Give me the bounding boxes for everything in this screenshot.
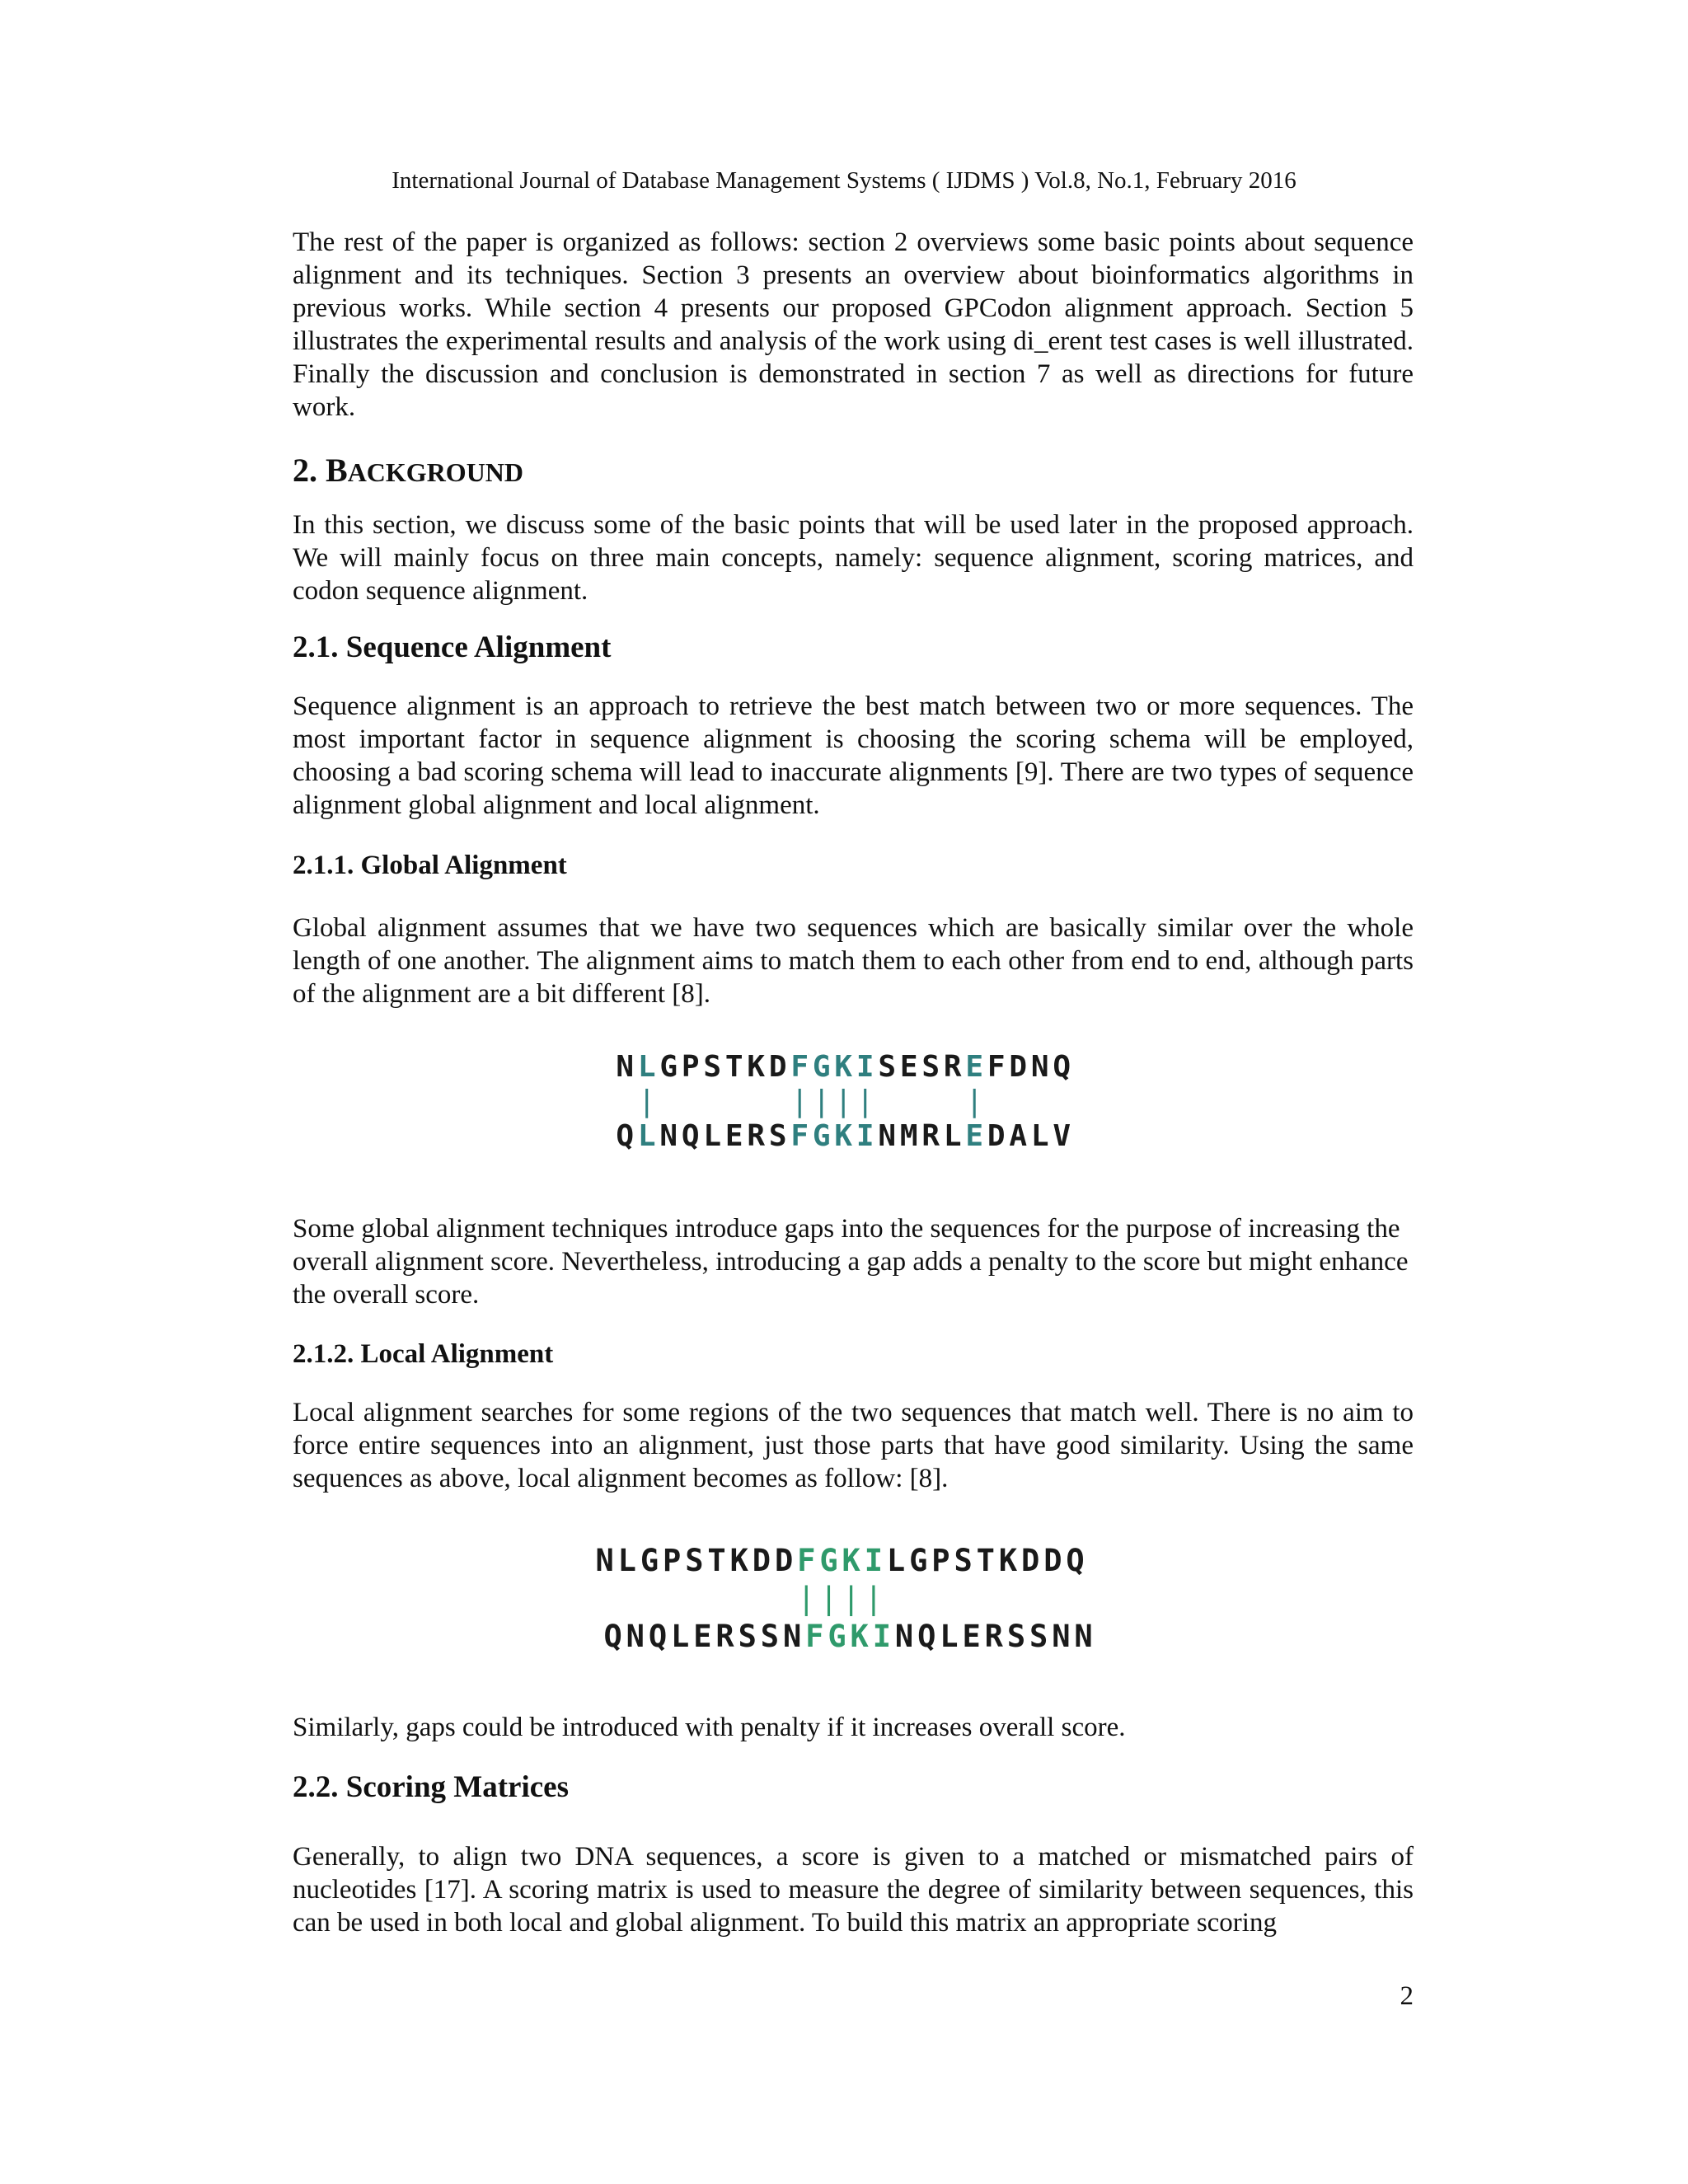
global-top-sequence-residue: S: [703, 1050, 722, 1084]
global-match-bar: [680, 1085, 702, 1118]
local-match-bar: [952, 1581, 974, 1616]
global-match-bar: [942, 1085, 964, 1118]
local-match-bar: [996, 1581, 1019, 1616]
global-match-bar: [724, 1085, 746, 1118]
local-top-sequence-residue: T: [707, 1543, 726, 1578]
local-bottom-sequence-residue: N: [782, 1619, 802, 1654]
section-2-1-paragraph: Sequence alignment is an approach to retrieve the best match between two or more sequences. The most important factor in sequence alignment is choosing the scoring schema will be employed, choosing a bad scoring schema will lead to inaccurate alignments [9]. There are two types of sequence alignment global alignment and local alignment.: [293, 691, 1414, 820]
global-match-bar: [898, 1085, 921, 1118]
global-bottom-sequence-residue: M: [899, 1119, 918, 1153]
local-bottom-sequence-residue: I: [872, 1619, 891, 1654]
local-match-bar: [974, 1581, 996, 1616]
local-bottom-sequence: [602, 1619, 1095, 1654]
local-top-sequence-residue: S: [954, 1543, 973, 1578]
local-top-sequence: [593, 1543, 1086, 1578]
global-top-sequence-residue: N: [616, 1050, 635, 1084]
local-match-bar: [706, 1581, 728, 1616]
global-match-bar: [1051, 1085, 1073, 1118]
local-bottom-sequence-residue: N: [1052, 1619, 1071, 1654]
local-bottom-sequence-residue: S: [738, 1619, 757, 1654]
global-bottom-sequence-residue: F: [790, 1119, 809, 1153]
local-match-bars: [593, 1581, 1086, 1616]
local-match-bar: [750, 1581, 772, 1616]
section-2-1-2-paragraph-after: Similarly, gaps could be introduced with penalty if it increases overall score.: [293, 1713, 1126, 1742]
section-2-paragraph: In this section, we discuss some of the basic points that will be used later in the proposed approach. We will mainly focus on three main concepts, namely: sequence alignment, scoring matrices, and codon sequence alignment.: [293, 510, 1414, 606]
global-top-sequence-residue: E: [899, 1050, 918, 1084]
local-top-sequence-residue: K: [842, 1543, 860, 1578]
local-bottom-sequence-residue: K: [850, 1619, 869, 1654]
local-bottom-sequence-residue: Q: [603, 1619, 622, 1654]
local-top-sequence-residue: S: [685, 1543, 704, 1578]
global-match-bar: [986, 1085, 1008, 1118]
local-match-bar: [884, 1581, 907, 1616]
local-top-sequence-residue: P: [931, 1543, 950, 1578]
global-top-sequence-residue: K: [747, 1050, 766, 1084]
global-bottom-sequence-residue: L: [703, 1119, 722, 1153]
running-head: International Journal of Database Management Systems ( IJDMS ) Vol.8, No.1, February 2016: [392, 167, 1296, 194]
local-bottom-sequence-residue: E: [693, 1619, 712, 1654]
global-top-sequence-residue: D: [768, 1050, 787, 1084]
local-top-sequence-residue: Q: [1066, 1543, 1085, 1578]
local-match-bar: [907, 1581, 930, 1616]
global-match-bar: [658, 1085, 680, 1118]
global-match-bar: [1007, 1085, 1029, 1118]
local-top-sequence-residue: D: [1021, 1543, 1040, 1578]
local-match-bar: [728, 1581, 750, 1616]
local-match-bar: |: [797, 1581, 816, 1616]
global-match-bar: [767, 1085, 790, 1118]
global-bottom-sequence-residue: S: [768, 1119, 787, 1153]
local-match-bar: [638, 1581, 660, 1616]
local-bottom-sequence-residue: L: [671, 1619, 690, 1654]
global-top-sequence-residue: D: [1009, 1050, 1028, 1084]
global-top-sequence-residue: S: [878, 1050, 897, 1084]
global-bottom-sequence-residue: L: [637, 1119, 656, 1153]
global-bottom-sequence-residue: V: [1053, 1119, 1071, 1153]
section-2-number: 2.: [293, 452, 317, 489]
global-match-bar: [1029, 1085, 1052, 1118]
local-match-bar: [683, 1581, 706, 1616]
local-bottom-sequence-residue: F: [805, 1619, 824, 1654]
local-match-bar: |: [864, 1581, 883, 1616]
local-match-bar: [593, 1581, 616, 1616]
local-top-sequence-residue: G: [819, 1543, 838, 1578]
global-top-sequence-residue: G: [812, 1050, 831, 1084]
section-2-heading: [293, 450, 523, 493]
section-2-title-rest: ACKGROUND: [347, 457, 524, 487]
local-top-sequence-residue: D: [774, 1543, 794, 1578]
local-top-sequence-residue: L: [617, 1543, 636, 1578]
section-2-1-heading: 2.1. Sequence Alignment: [293, 630, 612, 664]
local-bottom-sequence-residue: S: [1006, 1619, 1026, 1654]
local-match-bar: [1064, 1581, 1086, 1616]
local-top-sequence-residue: G: [640, 1543, 659, 1578]
local-match-bar: |: [842, 1581, 860, 1616]
local-top-sequence-residue: F: [797, 1543, 816, 1578]
local-bottom-sequence-residue: G: [828, 1619, 846, 1654]
local-bottom-sequence-residue: N: [894, 1619, 914, 1654]
section-2-1-1-paragraph: Global alignment assumes that we have two sequences which are basically similar over the whole length of one another. The alignment aims to match them to each other from end to end, although parts of the alignment are a bit different [8].: [293, 913, 1414, 1009]
global-match-bar: [614, 1085, 636, 1118]
local-bottom-sequence-residue: S: [1029, 1619, 1048, 1654]
global-match-bar: [701, 1085, 724, 1118]
global-top-sequence-residue: G: [659, 1050, 678, 1084]
global-match-bar: |: [965, 1085, 984, 1118]
global-match-bars: [614, 1085, 1073, 1118]
global-match-bar: |: [834, 1085, 853, 1118]
global-match-bar: [745, 1085, 767, 1118]
local-top-sequence-residue: I: [864, 1543, 883, 1578]
intro-paragraph: The rest of the paper is organized as follows: section 2 overviews some basic points about sequence alignment and its techniques. Section 3 presents an overview about bioinformatics algorithms in previous works. While section 4 presents our proposed GPCodon alignment approach. Section 5 illustrates the experimental results and analysis of the work using di_erent test cases is well illustrated. Finally the discussion and conclusion is demonstrated in section 7 as well as directions for future work.: [293, 227, 1414, 422]
local-bottom-sequence-residue: R: [984, 1619, 1003, 1654]
global-match-bar: |: [856, 1085, 874, 1118]
local-top-sequence-residue: K: [998, 1543, 1018, 1578]
global-match-bar: [876, 1085, 898, 1118]
local-match-bar: [661, 1581, 683, 1616]
section-2-title-initial: B: [326, 452, 348, 489]
local-top-sequence-residue: L: [886, 1543, 906, 1578]
global-match-bar: |: [637, 1085, 656, 1118]
global-bottom-sequence-residue: E: [724, 1119, 743, 1153]
global-bottom-sequence-residue: N: [878, 1119, 897, 1153]
global-bottom-sequence-residue: L: [943, 1119, 962, 1153]
global-bottom-sequence-residue: K: [834, 1119, 853, 1153]
global-bottom-sequence-residue: Q: [616, 1119, 635, 1153]
local-bottom-sequence-residue: S: [760, 1619, 780, 1654]
global-bottom-sequence-residue: L: [1030, 1119, 1049, 1153]
section-2-1-1-heading: 2.1.1. Global Alignment: [293, 851, 567, 880]
local-top-sequence-residue: T: [976, 1543, 995, 1578]
global-bottom-sequence-residue: I: [856, 1119, 874, 1153]
local-top-sequence-residue: K: [729, 1543, 748, 1578]
local-bottom-sequence-residue: N: [626, 1619, 645, 1654]
global-match-bar: |: [812, 1085, 831, 1118]
section-2-1-2-heading: 2.1.2. Local Alignment: [293, 1339, 554, 1369]
global-bottom-sequence-residue: R: [747, 1119, 766, 1153]
local-match-bar: [1042, 1581, 1064, 1616]
local-match-bar: [616, 1581, 638, 1616]
local-top-sequence-residue: D: [752, 1543, 771, 1578]
global-top-sequence-residue: S: [921, 1050, 940, 1084]
section-2-2-paragraph: Generally, to align two DNA sequences, a score is given to a matched or mismatched pairs of nucleotides [17]. A scoring matrix is used to measure the degree of similarity between sequences, this can be used in both local and global alignment. To build this matrix an appropriate scoring: [293, 1842, 1414, 1938]
local-match-bar: [1020, 1581, 1042, 1616]
local-bottom-sequence-residue: Q: [917, 1619, 936, 1654]
local-top-sequence-residue: D: [1043, 1543, 1062, 1578]
global-top-sequence-residue: F: [987, 1050, 1006, 1084]
local-top-sequence-residue: P: [663, 1543, 682, 1578]
local-match-bar: [773, 1581, 795, 1616]
global-bottom-sequence-residue: E: [965, 1119, 984, 1153]
global-top-sequence-residue: K: [834, 1050, 853, 1084]
global-bottom-sequence-residue: R: [921, 1119, 940, 1153]
global-bottom-sequence-residue: D: [987, 1119, 1006, 1153]
global-top-sequence-residue: L: [637, 1050, 656, 1084]
local-bottom-sequence-residue: E: [962, 1619, 981, 1654]
section-2-2-heading: 2.2. Scoring Matrices: [293, 1770, 569, 1804]
local-bottom-sequence-residue: N: [1074, 1619, 1093, 1654]
section-2-1-1-paragraph-after: Some global alignment techniques introduce gaps into the sequences for the purpose of increasing the overall alignment score. Nevertheless, introducing a gap adds a penalty to the score but might enhance the overall score.: [293, 1214, 1409, 1310]
global-top-sequence: [614, 1050, 1073, 1084]
local-top-sequence-residue: N: [595, 1543, 614, 1578]
global-top-sequence-residue: T: [724, 1050, 743, 1084]
local-match-bar: [930, 1581, 952, 1616]
local-match-bar: |: [819, 1581, 838, 1616]
local-bottom-sequence-residue: R: [715, 1619, 734, 1654]
global-match-bar: [920, 1085, 942, 1118]
global-top-sequence-residue: E: [965, 1050, 984, 1084]
global-bottom-sequence-residue: N: [659, 1119, 678, 1153]
global-top-sequence-residue: F: [790, 1050, 809, 1084]
global-top-sequence-residue: N: [1030, 1050, 1049, 1084]
local-top-sequence-residue: G: [909, 1543, 928, 1578]
global-bottom-sequence: [614, 1119, 1073, 1153]
section-2-1-2-paragraph: Local alignment searches for some regions of the two sequences that match well. There is no aim to force entire sequences into an alignment, just those parts that have good similarity. Using the same sequences as above, local alignment becomes as follow: [8].: [293, 1398, 1414, 1493]
global-top-sequence-residue: Q: [1053, 1050, 1071, 1084]
local-bottom-sequence-residue: L: [940, 1619, 959, 1654]
global-top-sequence-residue: R: [943, 1050, 962, 1084]
global-top-sequence-residue: P: [681, 1050, 700, 1084]
global-bottom-sequence-residue: A: [1009, 1119, 1028, 1153]
page-number: 2: [1400, 1981, 1414, 2011]
global-top-sequence-residue: I: [856, 1050, 874, 1084]
local-bottom-sequence-residue: Q: [648, 1619, 668, 1654]
global-match-bar: |: [790, 1085, 809, 1118]
global-bottom-sequence-residue: G: [812, 1119, 831, 1153]
global-bottom-sequence-residue: Q: [681, 1119, 700, 1153]
